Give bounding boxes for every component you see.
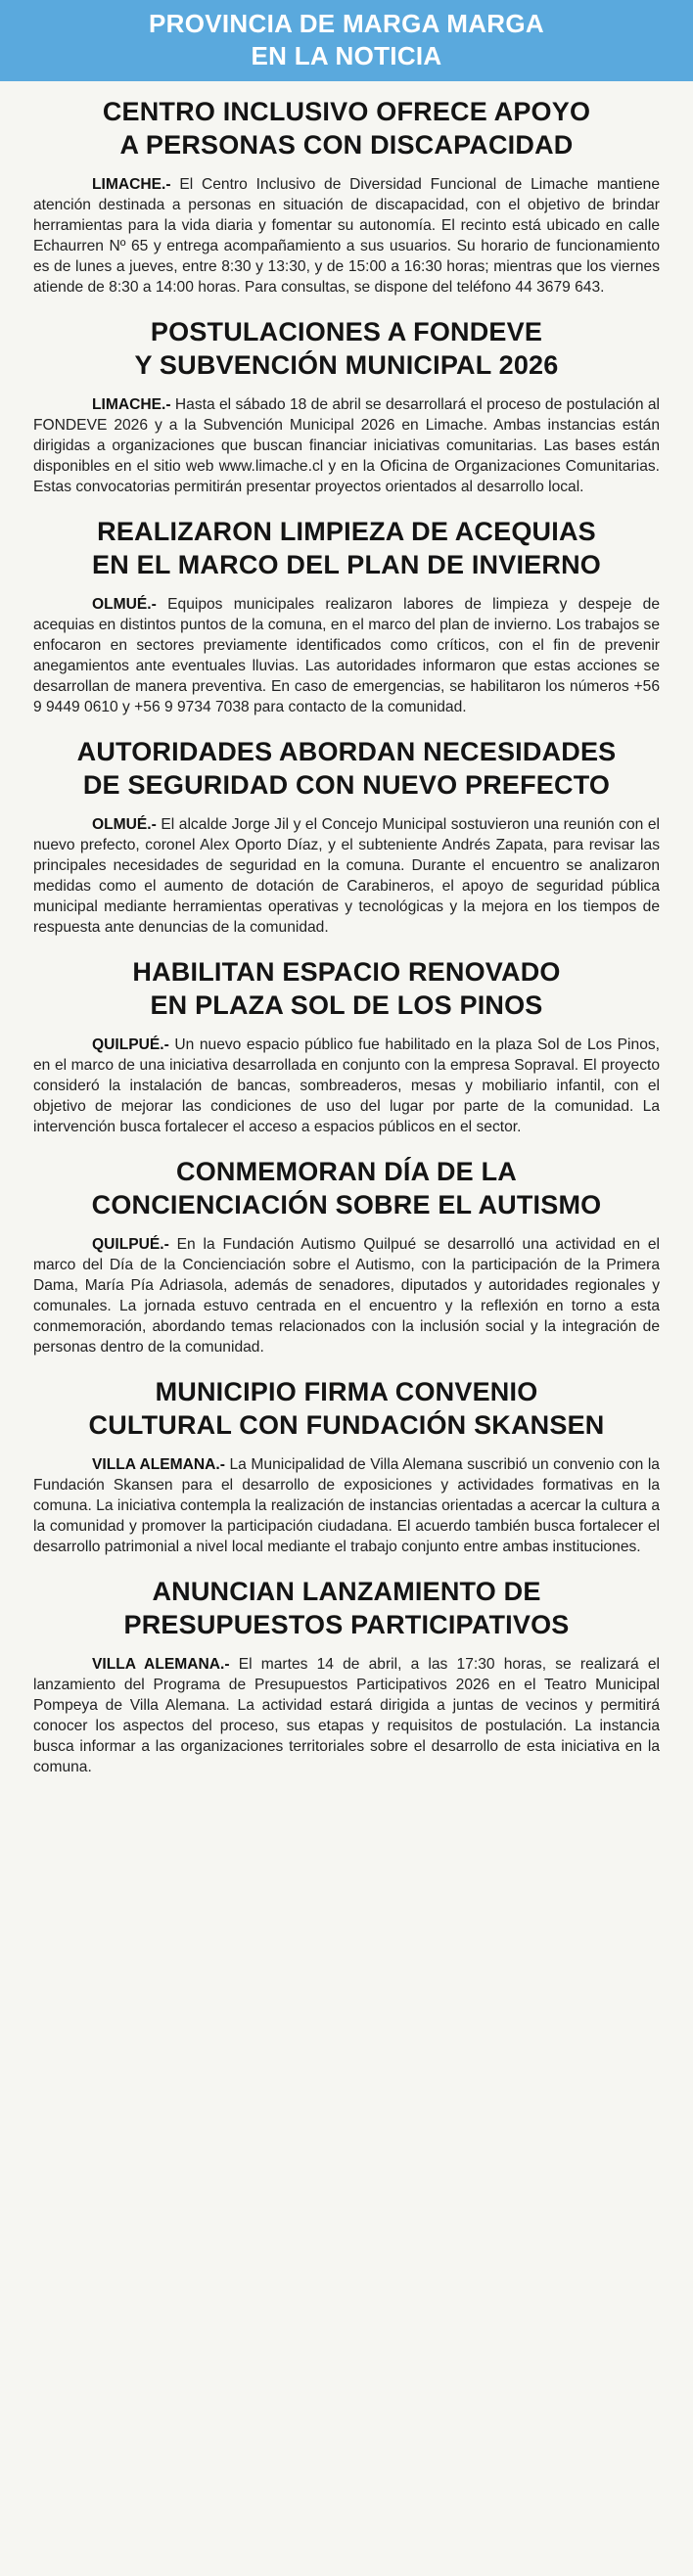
article-headline [33, 955, 660, 1022]
headline-line1: AUTORIDADES ABORDAN NECESIDADES [76, 737, 617, 766]
headline-line2: DE SEGURIDAD CON NUEVO PREFECTO [82, 770, 611, 800]
headline-line1: POSTULACIONES A FONDEVE [150, 317, 543, 346]
article-text: El alcalde Jorge Jil y el Concejo Municipal sostuvieron una reunión con el nuevo prefecto, coronel Alex Oporto Díaz, y el subteniente Andrés Zapata, para revisar las principales necesidades de seguridad en la comuna. Durante el encuentro se analizaron medidas como el aumento de dotación de Carabineros, el apoyo de seguridad pública municipal mediante herramientas operativas y tecnológicas y la mejora en los tiempos de respuesta ante denuncias de la comunidad. [33, 816, 660, 936]
article-place: OLMUÉ.- [92, 596, 157, 613]
news-article [33, 95, 660, 298]
headline-line2: PRESUPUESTOS PARTICIPATIVOS [123, 1610, 570, 1639]
article-place: VILLA ALEMANA.- [92, 1456, 225, 1473]
article-text: En la Fundación Autismo Quilpué se desarrolló una actividad en el marco del Día de la Concienciación sobre el Autismo, con la participación de la Primera Dama, María Pía Adriasola, además de senadores, diputados y autoridades regionales y comunales. La jornada estuvo centrada en el encuentro y la reflexión en torno a esta conmemoración, abordando temas relacionados con la inclusión social y la integración de personas dentro de la comunidad. [33, 1236, 660, 1356]
headline-line2: CONCIENCIACIÓN SOBRE EL AUTISMO [91, 1190, 602, 1219]
news-article [33, 735, 660, 938]
article-body [33, 1454, 660, 1557]
article-body [33, 394, 660, 497]
section-title-line2: EN LA NOTICIA [251, 41, 442, 70]
article-text: La Municipalidad de Villa Alemana suscribió un convenio con la Fundación Skansen para el desarrollo de exposiciones y actividades formativas en la comuna. La iniciativa contempla la realización de instancias orientadas a acercar la cultura a la comunidad y promover la participación ciudadana. El acuerdo también busca fortalecer el desarrollo patrimonial a nivel local mediante el trabajo conjunto entre ambas instituciones. [33, 1456, 660, 1555]
section-title-line1: PROVINCIA DE MARGA MARGA [149, 9, 544, 38]
headline-line1: MUNICIPIO FIRMA CONVENIO [155, 1377, 538, 1406]
news-article [33, 1375, 660, 1557]
headline-line1: ANUNCIAN LANZAMIENTO DE [152, 1577, 541, 1606]
article-body [33, 1234, 660, 1357]
article-headline [33, 1575, 660, 1641]
article-text: Equipos municipales realizaron labores de limpieza y despeje de acequias en distintos puntos de la comuna, en el marco del plan de invierno. Los trabajos se enfocaron en sectores previamente identificados como críticos, con el fin de prevenir anegamientos ante eventuales lluvias. Las autoridades informaron que estas acciones se desarrollan de manera preventiva. En caso de emergencias, se habilitaron los números +56 9 9449 0610 y +56 9 9734 7038 para contacto de la comunidad. [33, 596, 660, 715]
headline-line1: HABILITAN ESPACIO RENOVADO [132, 957, 561, 987]
headline-line2: EN EL MARCO DEL PLAN DE INVIERNO [92, 550, 601, 579]
article-body [33, 174, 660, 298]
article-headline [33, 735, 660, 802]
headline-line2: A PERSONAS CON DISCAPACIDAD [119, 130, 574, 160]
article-headline [33, 1155, 660, 1221]
article-place: LIMACHE.- [92, 176, 171, 193]
article-body [33, 594, 660, 717]
news-article [33, 515, 660, 717]
news-article [33, 955, 660, 1137]
article-place: QUILPUÉ.- [92, 1036, 169, 1053]
article-text: El martes 14 de abril, a las 17:30 horas, se realizará el lanzamiento del Programa de Presupuestos Participativos 2026 en el Teatro Municipal Pompeya de Villa Alemana. La actividad estará dirigida a juntas de vecinos y permitirá conocer los aspectos del proceso, sus etapas y requisitos de postulación. La instancia busca informar a las organizaciones territoriales sobre el desarrollo de esta iniciativa en la comuna. [33, 1656, 660, 1775]
article-headline [33, 515, 660, 581]
article-body [33, 814, 660, 938]
headline-line1: CENTRO INCLUSIVO OFRECE APOYO [102, 97, 591, 126]
article-text: Hasta el sábado 18 de abril se desarrollará el proceso de postulación al FONDEVE 2026 y a la Subvención Municipal 2026 en Limache. Ambas instancias están dirigidas a organizaciones que buscan financiar iniciativas comunitarias. Las bases están disponibles en el sitio web www.limache.cl y en la Oficina de Organizaciones Comunitarias. Estas convocatorias permitirán presentar proyectos orientados al desarrollo local. [33, 396, 660, 495]
article-body [33, 1035, 660, 1137]
headline-line1: REALIZARON LIMPIEZA DE ACEQUIAS [97, 517, 596, 546]
headline-line2: Y SUBVENCIÓN MUNICIPAL 2026 [134, 350, 559, 380]
news-article [33, 1575, 660, 1777]
article-place: LIMACHE.- [92, 396, 171, 413]
article-place: QUILPUÉ.- [92, 1236, 169, 1253]
article-place: VILLA ALEMANA.- [92, 1656, 230, 1673]
article-headline [33, 95, 660, 161]
news-article [33, 1155, 660, 1357]
section-header [0, 0, 693, 81]
article-text: Un nuevo espacio público fue habilitado en la plaza Sol de Los Pinos, en el marco de una iniciativa desarrollada en conjunto con la empresa Sopraval. El proyecto consideró la instalación de bancas, sombreaderos, mesas y mobiliario infantil, con el objetivo de mejorar las condiciones de uso del lugar por parte de la comunidad. La intervención busca fortalecer el acceso a espacios públicos en el sector. [33, 1036, 660, 1135]
headline-line2: EN PLAZA SOL DE LOS PINOS [150, 990, 543, 1020]
headline-line1: CONMEMORAN DÍA DE LA [176, 1157, 517, 1186]
article-place: OLMUÉ.- [92, 816, 157, 833]
article-headline [33, 315, 660, 382]
news-article [33, 315, 660, 497]
headline-line2: CULTURAL CON FUNDACIÓN SKANSEN [88, 1410, 605, 1440]
news-column [0, 81, 693, 1777]
article-text: El Centro Inclusivo de Diversidad Funcional de Limache mantiene atención destinada a personas en situación de discapacidad, con el objetivo de brindar herramientas para la vida diaria y fomentar su autonomía. El recinto está ubicado en calle Echaurren Nº 65 y entrega acompañamiento a sus usuarios. Su horario de funcionamiento es de lunes a jueves, entre 8:30 y 13:30, y de 15:00 a 16:30 horas; mientras que los viernes atiende de 8:30 a 14:00 horas. Para consultas, se dispone del teléfono 44 3679 643. [33, 176, 660, 296]
article-body [33, 1654, 660, 1777]
article-headline [33, 1375, 660, 1442]
